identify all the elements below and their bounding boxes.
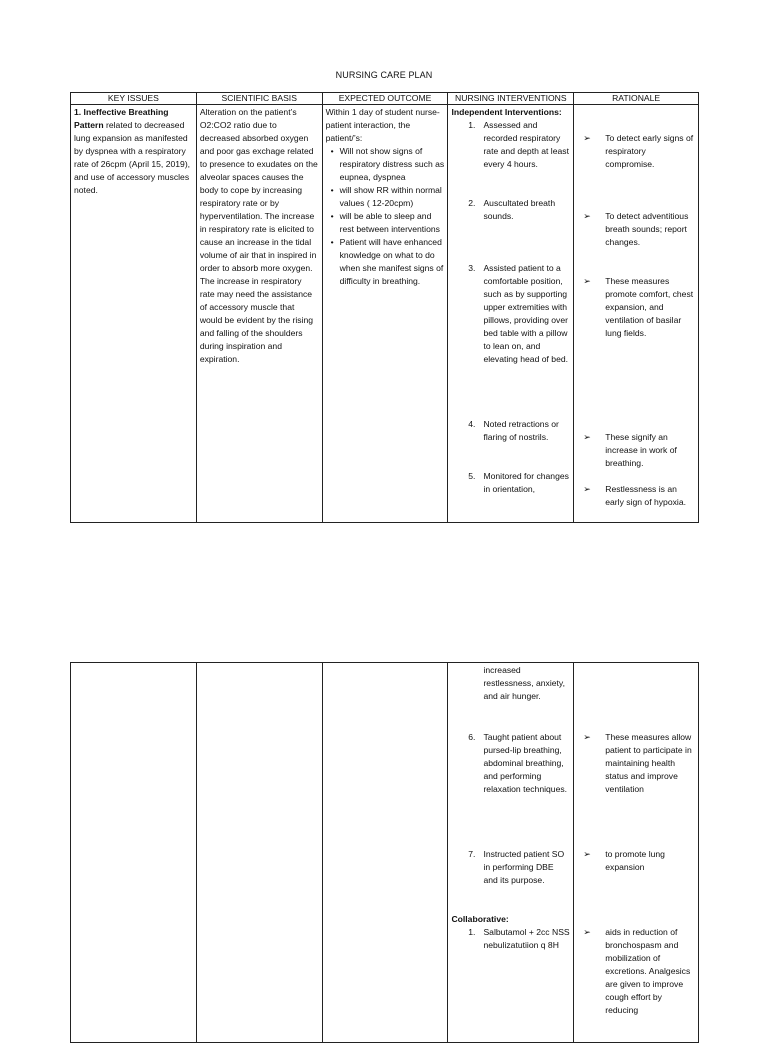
intervention-number: 6. — [468, 732, 476, 742]
scientific-basis-cell: Alteration on the patient’s O2:CO2 ratio due to decreased absorbed oxygen and poor gas exchage related to presence to exudates on the alveolar spaces causes the body to cope by increasing respiratory rate or by hyperventilation. The increase in respiratory rate is elicited to cause an increase in the tidal volume of air that in inspired in order to absorb more oxygen. The increase in respiratory rate may need the assistance of accessory muscle that would be evident by the rising and falling of the shoulders during inspiration and expiration. — [196, 105, 322, 523]
rationale-item — [577, 731, 695, 848]
intervention-number: 5. — [468, 471, 476, 481]
rationale-item — [577, 132, 695, 210]
document-title: NURSING CARE PLAN — [335, 70, 433, 80]
intervention-number: 1. — [468, 120, 476, 130]
intervention-number: 4. — [468, 419, 476, 429]
intervention-text: Instructed patient SO in performing DBE and its purpose. — [483, 849, 565, 885]
header-nursing-interventions: NURSING INTERVENTIONS — [448, 93, 574, 105]
rationale-text: To detect early signs of respiratory compromise. — [605, 133, 694, 169]
expected-outcome-cell — [322, 663, 448, 1043]
intervention-number: 2. — [468, 198, 476, 208]
expected-outcome-cell — [322, 105, 448, 523]
scientific-basis-cell — [196, 663, 322, 1043]
intervention-item — [451, 262, 570, 418]
rationale-text: aids in reduction of bronchospasm and mobilization of excretions. Analgesics are given to improve cough effort by reducing — [605, 927, 691, 1015]
independent-label: Independent Interventions: — [451, 107, 562, 117]
key-issue-cell — [71, 663, 197, 1043]
intervention-item — [451, 848, 570, 913]
arrow-bullet-icon: ➢ — [583, 849, 591, 859]
interventions-cell — [448, 105, 574, 523]
intervention-text: Assessed and recorded respiratory rate and depth at least every 4 hours. — [483, 120, 569, 169]
rationale-item — [577, 926, 695, 1017]
rationale-text: These signify an increase in work of breathing. — [605, 432, 677, 468]
arrow-bullet-icon: ➢ — [583, 211, 591, 221]
intervention-text: Assisted patient to a comfortable position, such as by supporting upper extremities with pillows, providing over bed table with a pillow to lean on, and elevating head of bed. — [483, 263, 569, 364]
intervention-number: 7. — [468, 849, 476, 859]
table-row — [71, 663, 699, 1043]
arrow-bullet-icon: ➢ — [583, 432, 591, 442]
rationale-text: Restlessness is an early sign of hypoxia. — [605, 484, 686, 507]
expected-outcome-list — [326, 145, 445, 288]
rationale-text: These measures promote comfort, chest expansion, and ventilation of basilar lung fields. — [605, 276, 694, 338]
intervention-text: Monitored for changes in orientation, — [483, 471, 569, 494]
header-key-issues: KEY ISSUES — [71, 93, 197, 105]
arrow-bullet-icon: ➢ — [583, 484, 591, 494]
rationale-item — [577, 275, 695, 431]
rationale-text: To detect adventitious breath sounds; report changes. — [605, 211, 689, 247]
intervention-text: Auscultated breath sounds. — [483, 198, 556, 221]
intervention-text: Noted retractions or flaring of nostrils. — [483, 419, 559, 442]
header-expected-outcome: EXPECTED OUTCOME — [322, 93, 448, 105]
intervention-item — [451, 119, 570, 197]
intervention-text: Salbutamol + 2cc NSS nebulizatutiion q 8H — [483, 927, 570, 950]
key-issue-text: related to decreased lung expansion as manifested by dyspnea with a respiratory rate of 26cpm (April 15, 2019), and use of accessory muscles noted. — [74, 120, 191, 195]
intervention-item — [451, 418, 570, 470]
rationale-cell — [574, 663, 699, 1043]
intervention-item — [451, 731, 570, 848]
intervention-item — [451, 470, 570, 496]
list-item: • will show RR within normal values ( 12-20cpm) — [340, 184, 445, 210]
rationale-cell — [574, 105, 699, 523]
intervention-number: 3. — [468, 263, 476, 273]
collaborative-label: Collaborative: — [451, 914, 509, 924]
rationale-text: to promote lung expansion — [605, 849, 665, 872]
intervention-text: Taught patient about pursed-lip breathing, abdominal breathing, and performing relaxation techniques. — [483, 732, 568, 794]
care-plan-table-page-1 — [70, 92, 699, 523]
rationale-item — [577, 210, 695, 275]
rationale-text: These measures allow patient to participate in maintaining health status and improve ventilation — [605, 732, 692, 794]
arrow-bullet-icon: ➢ — [583, 276, 591, 286]
intervention-number: 1. — [468, 927, 476, 937]
header-scientific-basis: SCIENTIFIC BASIS — [196, 93, 322, 105]
list-item: • Patient will have enhanced knowledge on what to do when she manifest signs of difficulty in breathing. — [340, 236, 445, 288]
interventions-cell — [448, 663, 574, 1043]
header-rationale: RATIONALE — [574, 93, 699, 105]
rationale-item — [577, 431, 695, 483]
rationale-item — [577, 483, 695, 509]
arrow-bullet-icon: ➢ — [583, 133, 591, 143]
intervention-item — [451, 926, 570, 952]
intervention-continued: increased restlessness, anxiety, and air hunger. — [483, 665, 565, 701]
intervention-item — [451, 197, 570, 262]
expected-outcome-intro: Within 1 day of student nurse-patient interaction, the patient/’s: — [325, 107, 440, 143]
table-row — [71, 105, 699, 523]
rationale-item — [577, 848, 695, 926]
list-item: • Will not show signs of respiratory distress such as eupnea, dyspnea — [340, 145, 445, 184]
arrow-bullet-icon: ➢ — [583, 927, 591, 937]
care-plan-table-page-2 — [70, 662, 699, 1043]
arrow-bullet-icon: ➢ — [583, 732, 591, 742]
key-issue-cell — [71, 105, 197, 523]
list-item: • will be able to sleep and rest between interventions — [340, 210, 445, 236]
header-row — [71, 93, 699, 105]
key-issue-title: 1. Ineffective Breathing Pattern — [74, 107, 169, 130]
